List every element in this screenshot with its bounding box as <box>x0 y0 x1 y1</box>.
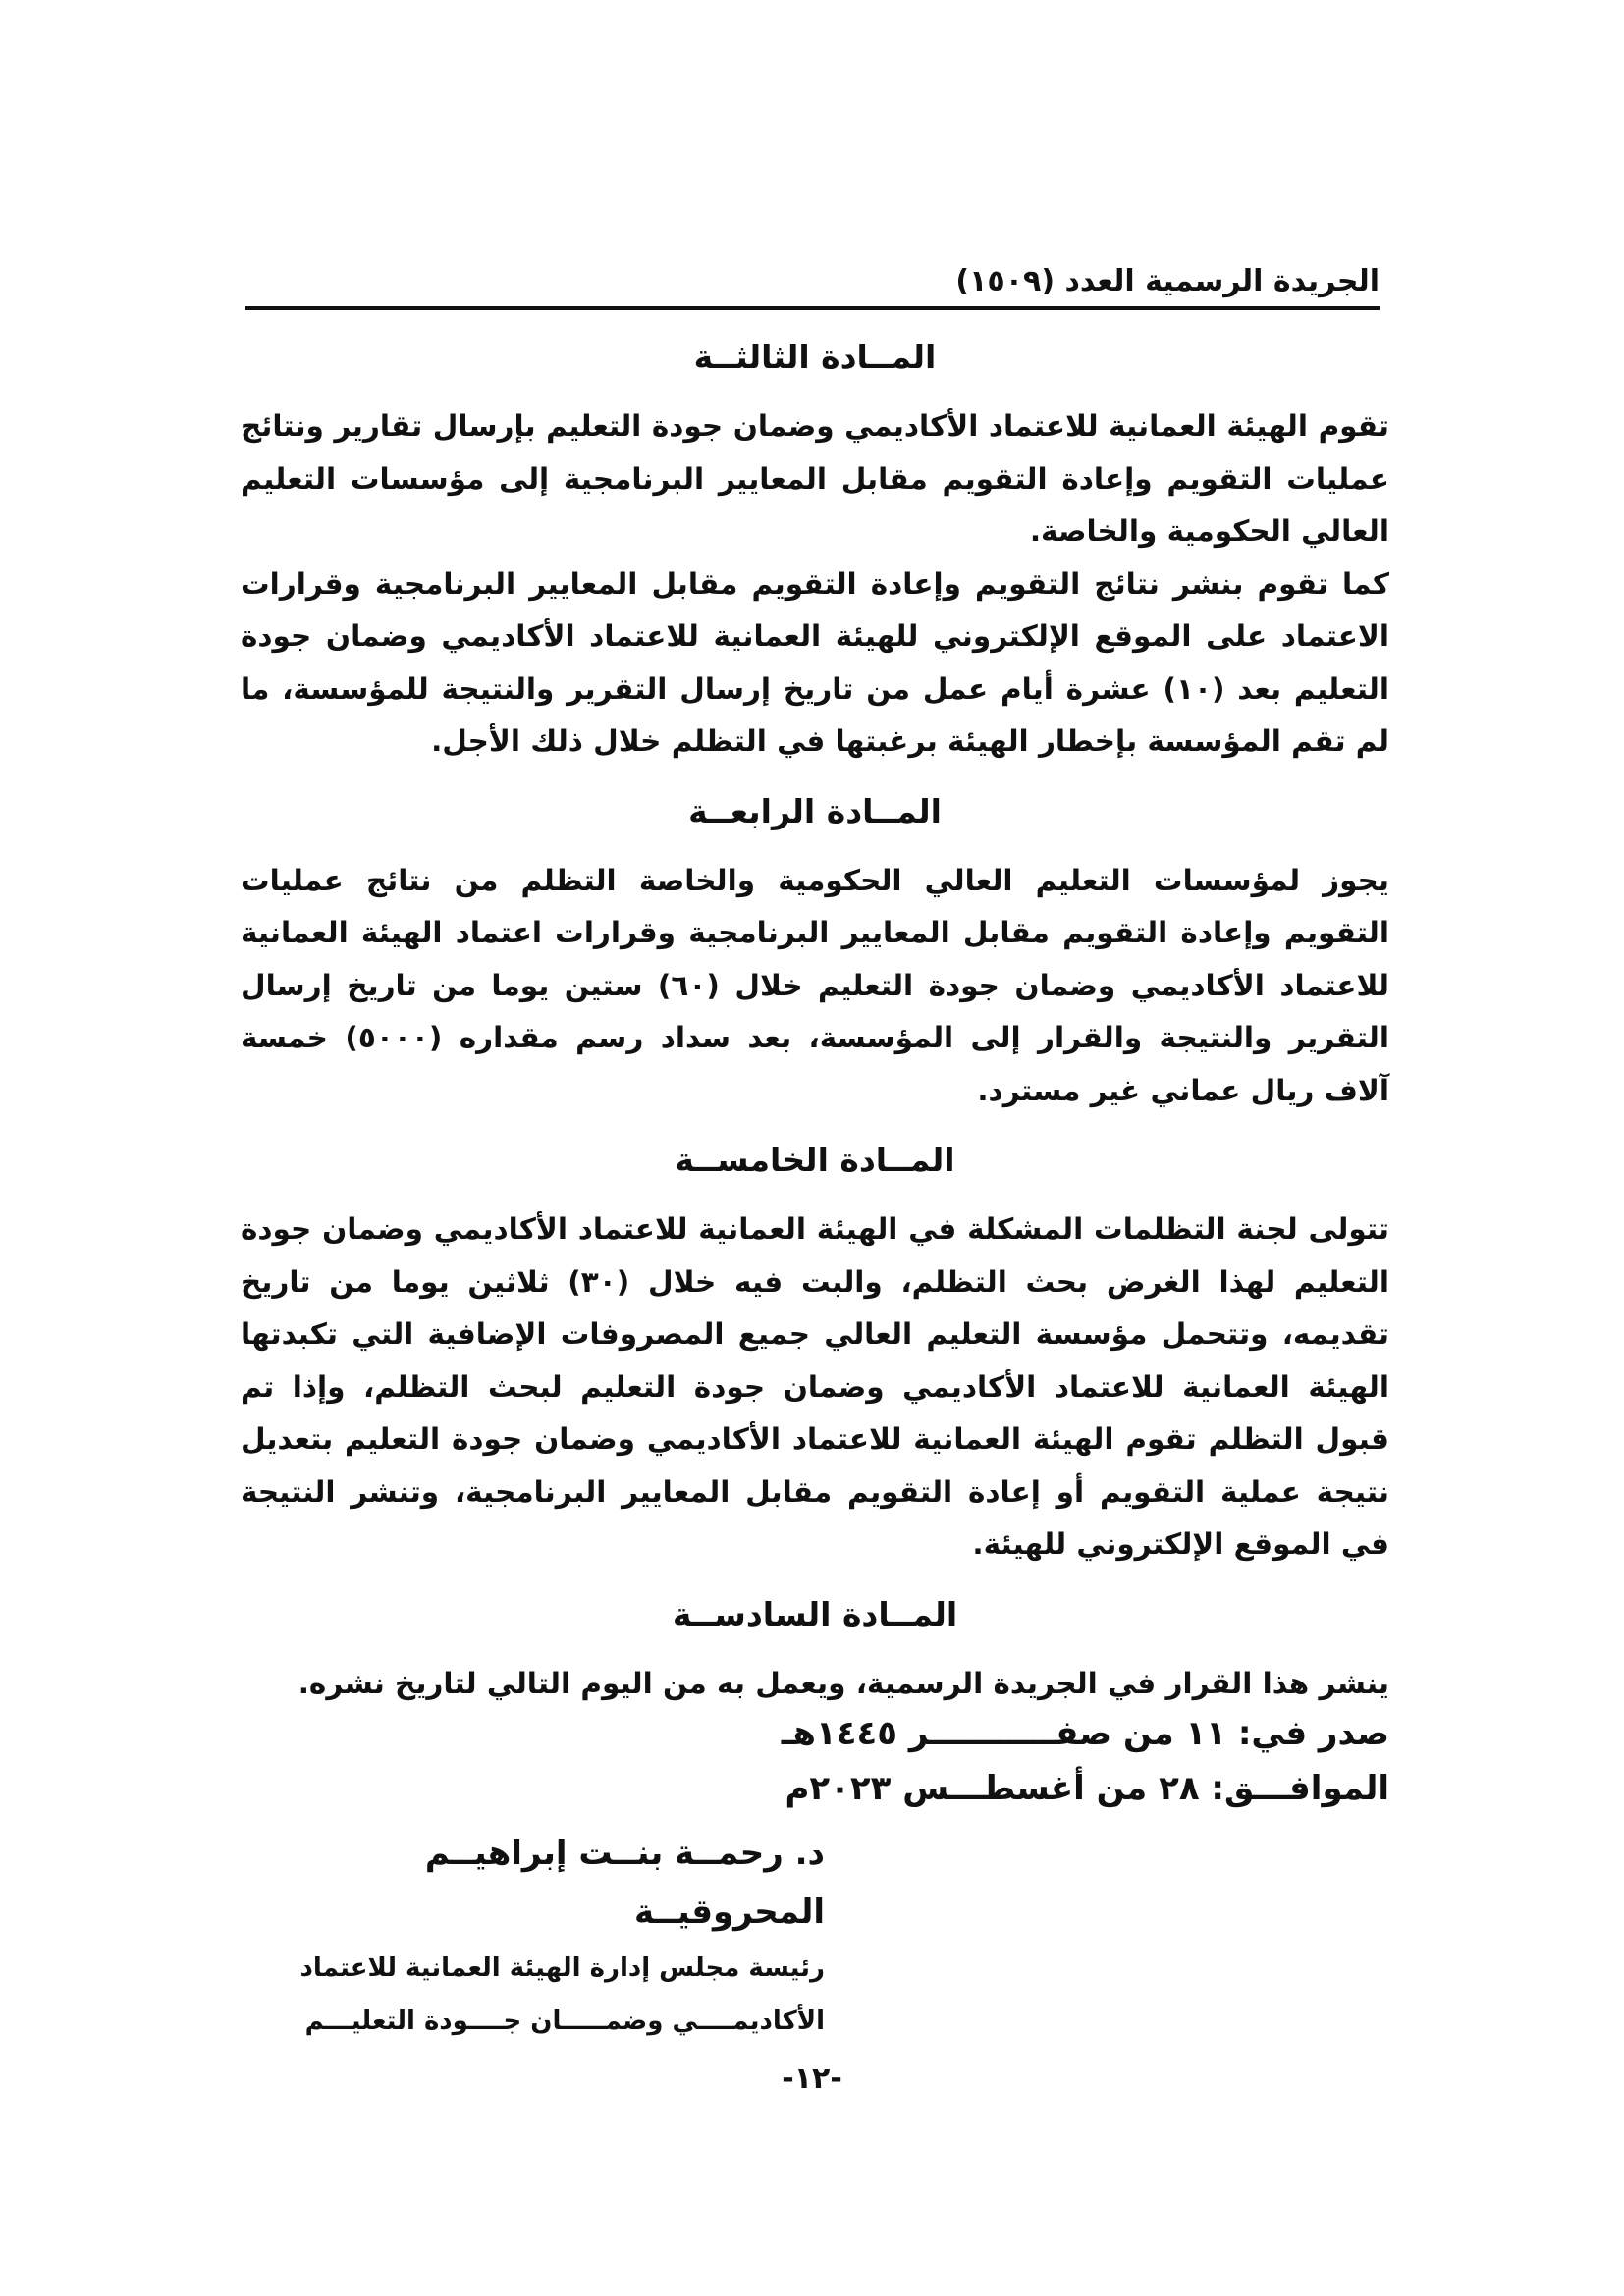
issue-date-hijri: صدر في: ١١ من صفـــــــــــر ١٤٤٥هـ <box>781 1714 1389 1753</box>
issue-date-gregorian: الموافـــق: ٢٨ من أغسطـــس ٢٠٢٣م <box>785 1769 1389 1808</box>
signer-name: د. رحمــة بنــت إبراهيــم المحروقيــة <box>424 1834 825 1932</box>
article-title-3: المــادة الثالثــة <box>693 338 937 376</box>
article-6-paragraph-1: ينشر هذا القرار في الجريدة الرسمية، ويعمل به من اليوم التالي لتاريخ نشره. <box>298 1666 1389 1700</box>
article-4-paragraph-1: يجوز لمؤسسات التعليم العالي الحكومية والخاصة التظلم من نتائج عمليات التقويم وإعادة التقويم مقابل المعايير البرنامجية وقرارات اعتماد الهيئة العمانية للاعتماد الأكاديمي وضمان جودة التعليم خلال (٦٠) ستين يوما من تاريخ إرسال التقرير والنتيجة والقرار إلى المؤسسة، بعد سداد رسم مقداره (٥٠٠٠) خمسة آلاف ريال عماني غير مسترد. <box>241 863 1389 1107</box>
signer-block <box>236 1824 825 2048</box>
article-3-paragraph-2: كما تقوم بنشر نتائج التقويم وإعادة التقويم مقابل المعايير البرنامجية وقرارات الاعتماد على الموقع الإلكتروني للهيئة العمانية للاعتماد الأكاديمي وضمان جودة التعليم بعد (١٠) عشرة أيام عمل من تاريخ إرسال التقرير والنتيجة للمؤسسة، ما لم تقم المؤسسة بإخطار الهيئة برغبتها في التظلم خلال ذلك الأجل. <box>241 566 1389 758</box>
gazette-header: الجريدة الرسمية العدد (١٥٠٩) <box>955 264 1380 298</box>
document-body <box>241 324 1389 1710</box>
header-divider <box>245 306 1380 310</box>
article-3-paragraph-1: تقوم الهيئة العمانية للاعتماد الأكاديمي وضمان جودة التعليم بإرسال تقارير ونتائج عمليات التقويم وإعادة التقويم مقابل المعايير البرنامجية إلى مؤسسات التعليم العالي الحكومية والخاصة. <box>241 409 1389 548</box>
signer-title-line-2: الأكاديمــــي وضمـــــان جــــودة التعليـــم <box>304 2006 825 2036</box>
article-title-4: المــادة الرابعــة <box>688 791 942 830</box>
signer-title-line-1: رئيسة مجلس إدارة الهيئة العمانية للاعتماد <box>299 1953 825 1983</box>
article-title-6: المــادة السادســة <box>672 1594 958 1633</box>
issue-date-block <box>746 1706 1389 1816</box>
article-title-5: المــادة الخامســة <box>675 1141 955 1179</box>
page-number: -١٢- <box>782 2061 842 2096</box>
article-5-paragraph-1: تتولى لجنة التظلمات المشكلة في الهيئة العمانية للاعتماد الأكاديمي وضمان جودة التعليم لهذا الغرض بحث التظلم، والبت فيه خلال (٣٠) ثلاثين يوما من تاريخ تقديمه، وتتحمل مؤسسة التعليم العالي جميع المصروفات الإضافية التي تكبدتها الهيئة العمانية للاعتماد الأكاديمي وضمان جودة التعليم لبحث التظلم، وإذا تم قبول التظلم تقوم الهيئة العمانية للاعتماد الأكاديمي وضمان جودة التعليم بتعديل نتيجة عملية التقويم أو إعادة التقويم مقابل المعايير البرنامجية، وتنشر النتيجة في الموقع الإلكتروني للهيئة. <box>241 1212 1389 1561</box>
